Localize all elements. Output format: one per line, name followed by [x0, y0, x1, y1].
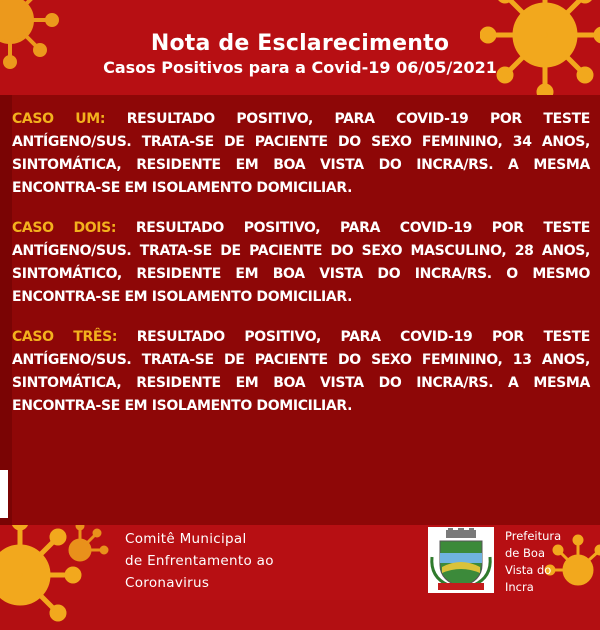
prefeitura-name: [505, 528, 561, 596]
committee-name: [125, 528, 274, 594]
page-title: Nota de Esclarecimento: [150, 31, 450, 56]
committee-line: de Enfrentamento ao: [125, 553, 274, 569]
prefeitura-line: Vista do: [505, 563, 552, 577]
virus-icon: [50, 520, 110, 580]
committee-line: Coronavirus: [125, 575, 210, 591]
page-subtitle: Casos Positivos para a Covid-19 06/05/2021: [103, 58, 497, 77]
committee-line: Comitê Municipal: [125, 531, 247, 547]
prefeitura-line: Prefeitura: [505, 529, 562, 543]
case-label: CASO DOIS:: [12, 220, 117, 236]
case-item: [12, 217, 590, 309]
case-text: RESULTADO POSITIVO, PARA COVID-19 POR TESTE ANTÍGENO/SUS. TRATA-SE DE PACIENTE DO SEXO FEMININO, 34 ANOS, SINTOMÁTICA, RESIDENTE EM BOA VISTA DO INCRA/RS. A MESMA ENCONTRA-SE EM ISOLAMENTO DOMICILIAR.: [12, 111, 590, 196]
case-label: CASO TRÊS:: [12, 329, 118, 345]
municipal-crest-icon: [428, 527, 494, 593]
decorative-bar: [0, 470, 8, 518]
case-label: CASO UM:: [12, 111, 106, 127]
case-text: RESULTADO POSITIVO, PARA COVID-19 POR TESTE ANTÍGENO/SUS. TRATA-SE DE PACIENTE DO SEXO MASCULINO, 28 ANOS, SINTOMÁTICO, RESIDENTE EM BOA VISTA DO INCRA/RS. O MESMO ENCONTRA-SE EM ISOLAMENTO DOMICILIAR.: [12, 220, 590, 305]
cases-list: [12, 108, 590, 435]
case-text: RESULTADO POSITIVO, PARA COVID-19 POR TESTE ANTÍGENO/SUS. TRATA-SE DE PACIENTE DO SEXO FEMININO, 13 ANOS, SINTOMÁTICA, RESIDENTE EM BOA VISTA DO INCRA/RS. A MESMA ENCONTRA-SE EM ISOLAMENTO DOMICILIAR.: [12, 329, 590, 414]
panel-edge: [0, 95, 12, 525]
prefeitura-line: Incra: [505, 580, 534, 594]
case-item: [12, 108, 590, 200]
header: [0, 30, 600, 78]
prefeitura-line: de Boa: [505, 546, 546, 560]
case-item: [12, 326, 590, 418]
